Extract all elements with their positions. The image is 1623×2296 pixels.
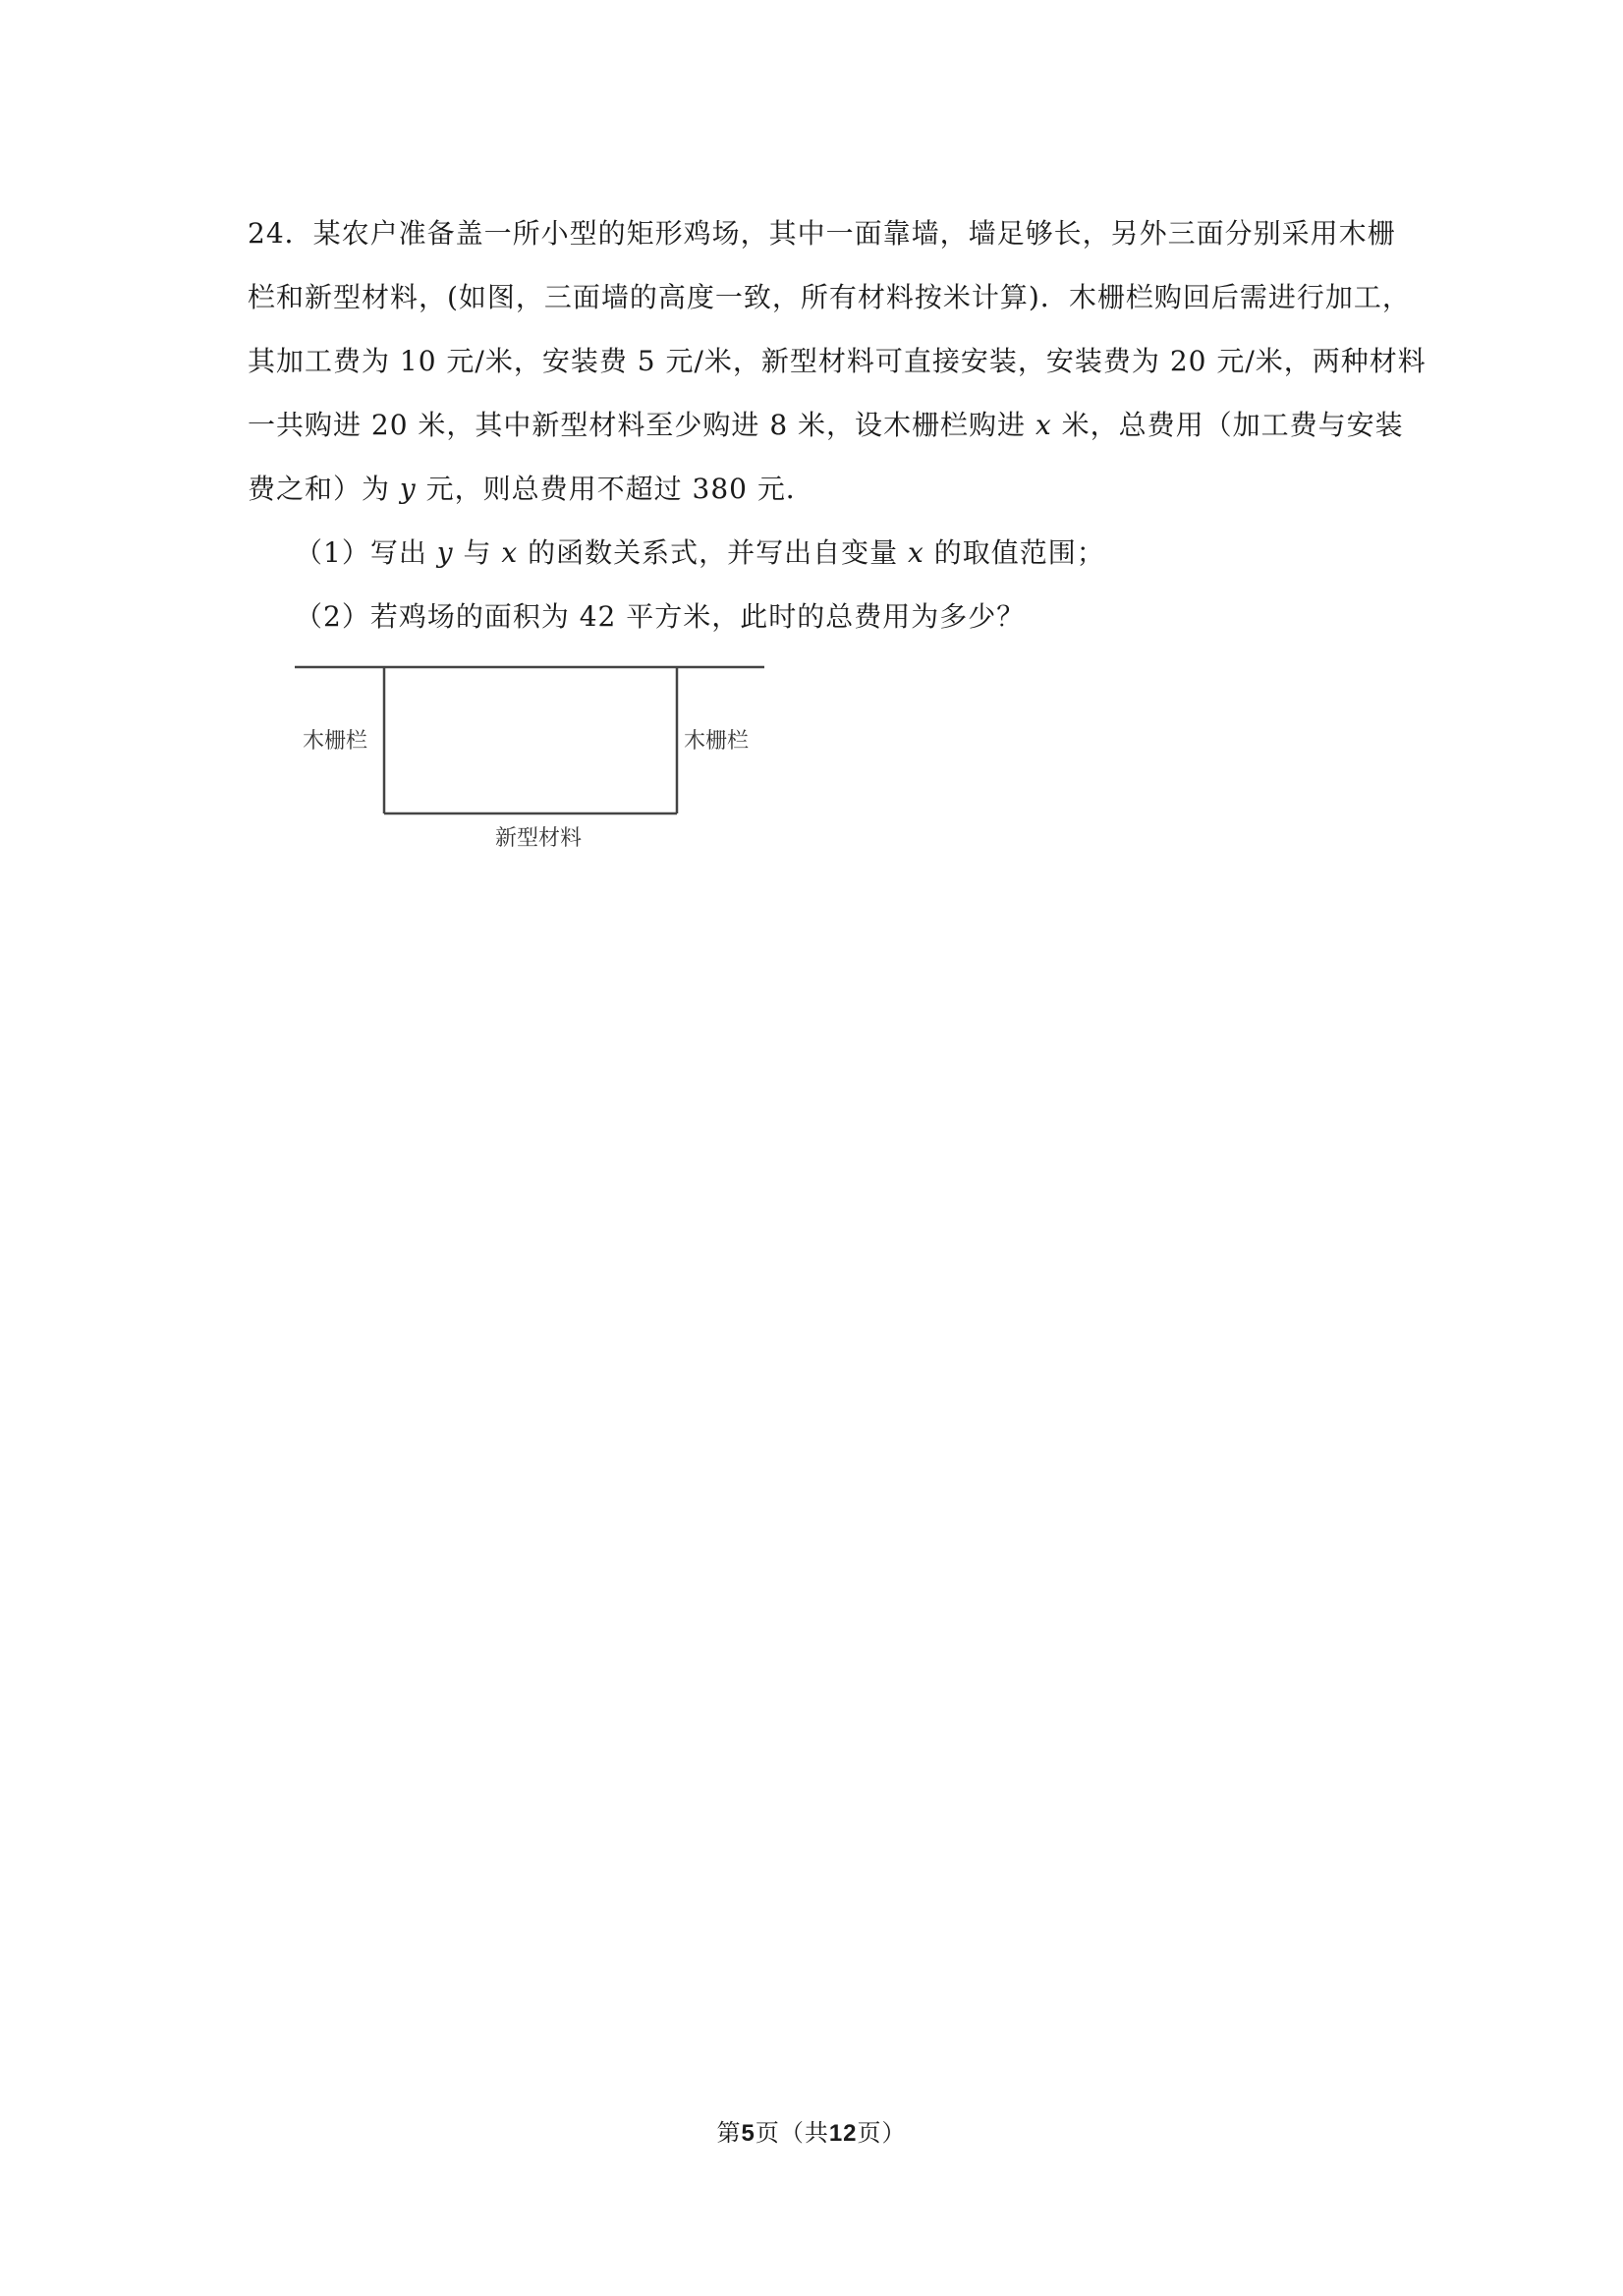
right-fence-label: 木栅栏 [684, 729, 750, 754]
question-2: （2）若鸡场的面积为 42 平方米，此时的总费用为多少？ [295, 600, 1026, 633]
footer-prefix: 第 [716, 2119, 742, 2147]
statement-line-3: 其加工费为 10 元/米，安装费 5 元/米，新型材料可直接安装，安装费为 20 元/米，两种材料 [248, 345, 1427, 377]
statement-line-1: 24．某农户准备盖一所小型的矩形鸡场，其中一面靠墙，墙足够长，另外三面分别采用木栅 [248, 217, 1396, 250]
statement-line-4: 一共购进 20 米，其中新型材料至少购进 8 米，设木栅栏购进 x 米，总费用（加工费与安装 [248, 409, 1404, 441]
chicken-farm-diagram [291, 652, 772, 859]
bottom-material-label: 新型材料 [495, 826, 583, 851]
statement-line-5: 费之和）为 y 元，则总费用不超过 380 元． [248, 473, 814, 505]
footer-middle: 页（共 [755, 2119, 829, 2147]
problem-statement [248, 201, 1427, 521]
problem-24 [248, 201, 1427, 648]
footer-total-pages: 12 [828, 2120, 858, 2147]
diagram-svg [291, 652, 772, 859]
statement-line-2: 栏和新型材料，(如图，三面墙的高度一致，所有材料按米计算)．木栅栏购回后需进行加工， [248, 281, 1411, 313]
question-1: （1）写出 y 与 x 的函数关系式，并写出自变量 x 的取值范围； [295, 536, 1105, 569]
left-fence-label: 木栅栏 [303, 729, 368, 754]
page-footer [0, 2113, 1623, 2148]
footer-page-number: 5 [741, 2120, 756, 2147]
footer-suffix: 页） [857, 2119, 907, 2147]
